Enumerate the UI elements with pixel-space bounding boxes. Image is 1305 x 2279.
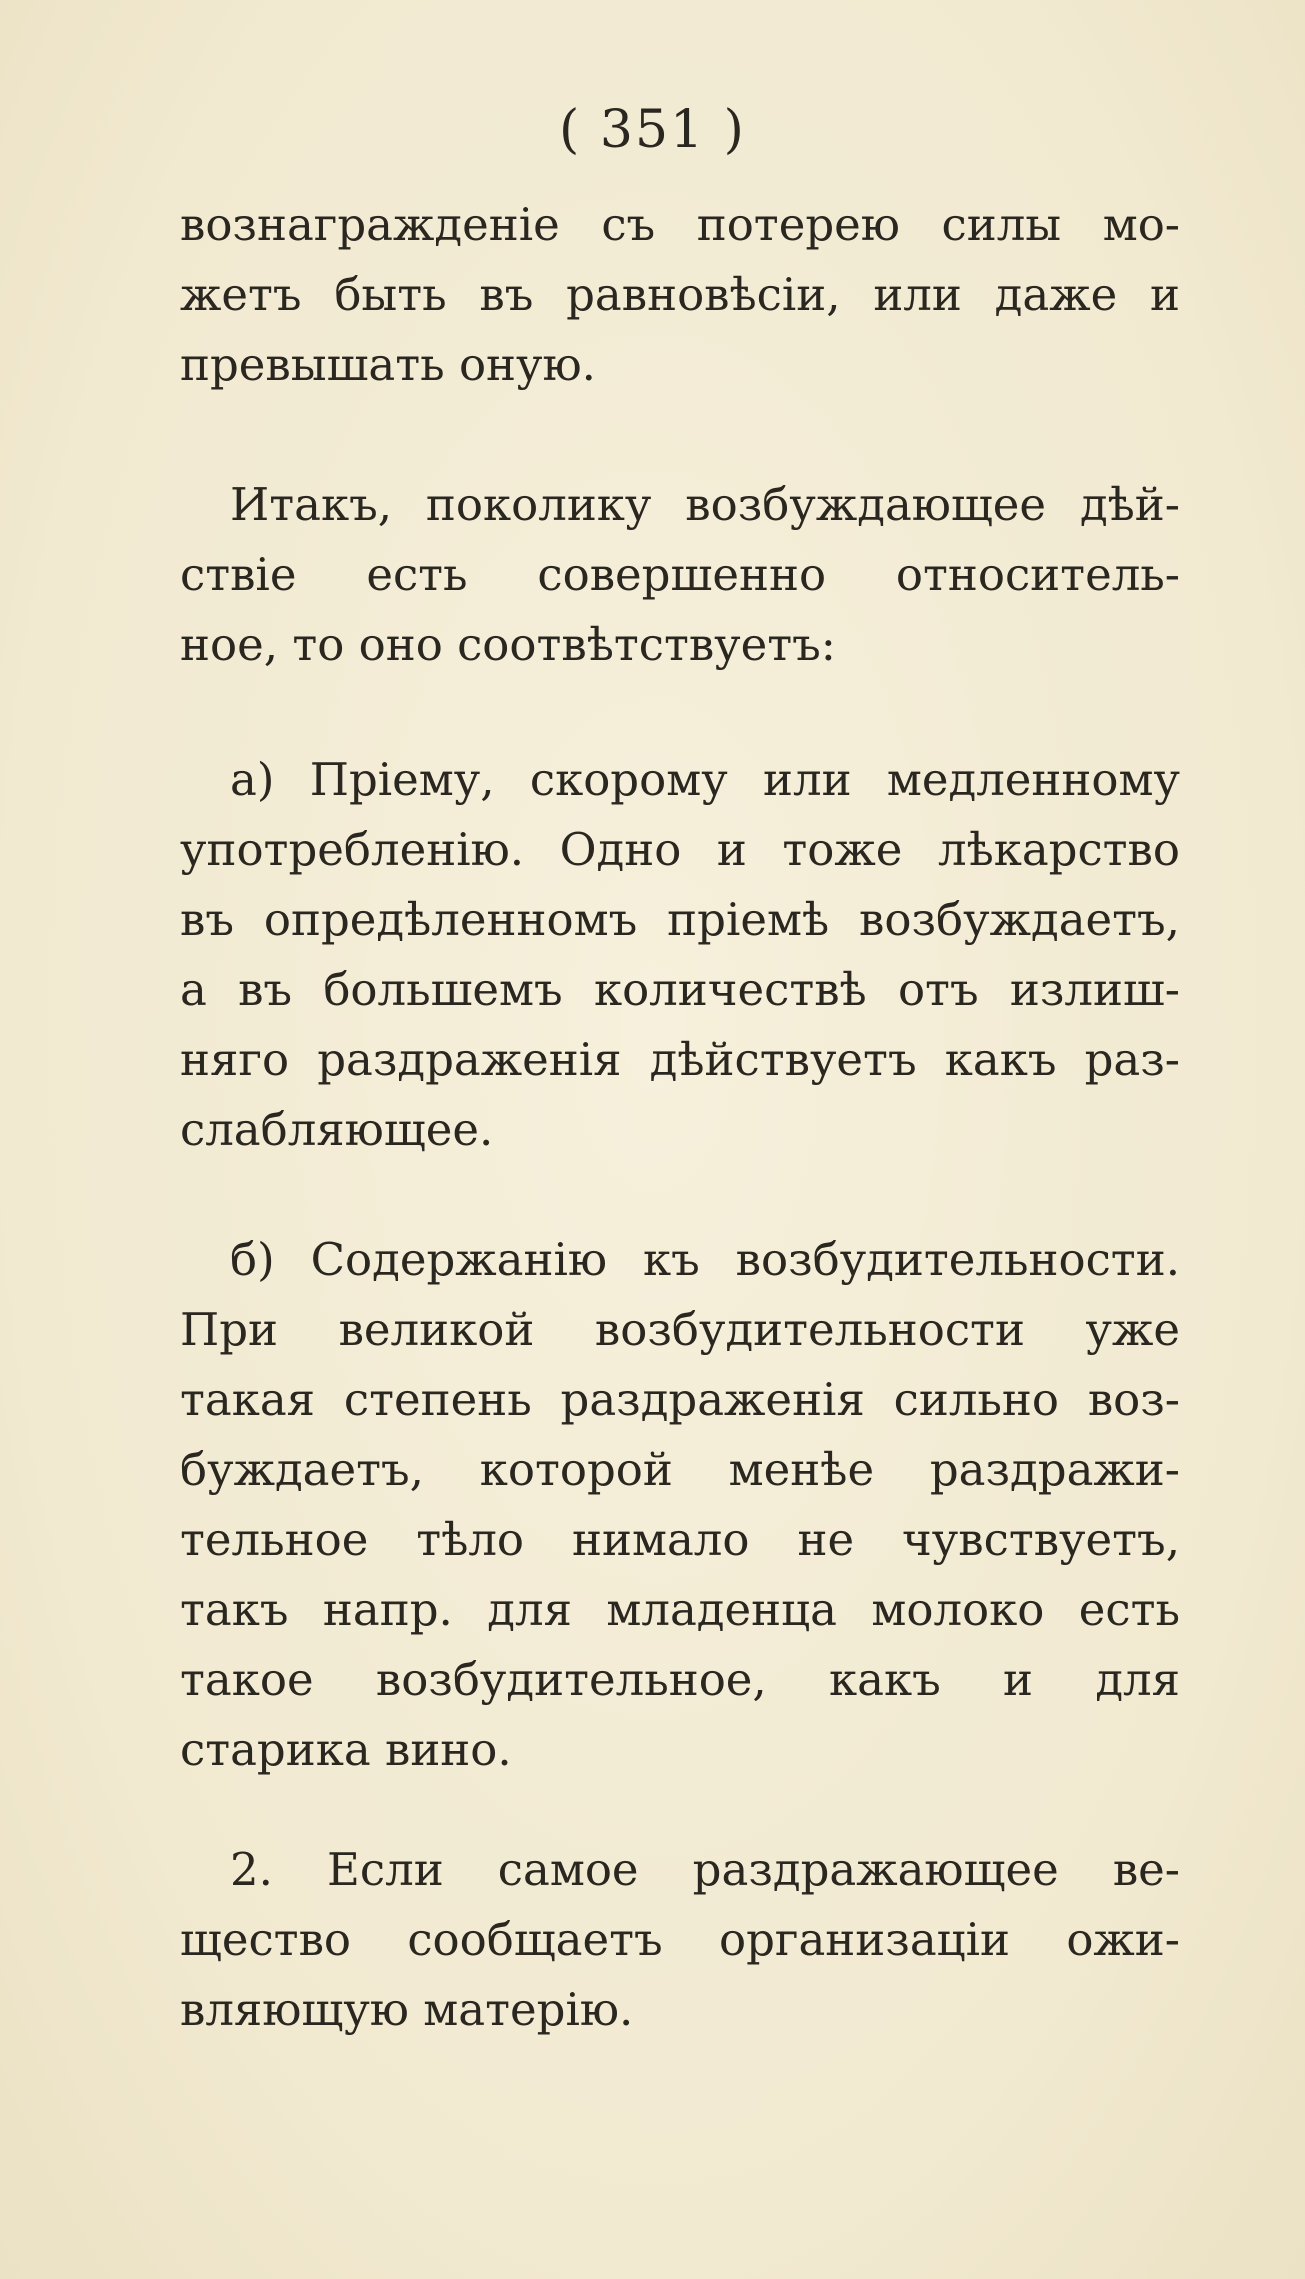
text-line: вляющую матерію. bbox=[180, 1983, 634, 2036]
text-line: няго раздраженія дѣйствуетъ какъ раз- bbox=[180, 1033, 1180, 1086]
text-line: Итакъ, поколику возбуждающее дѣй- bbox=[230, 478, 1180, 531]
text-line: буждаетъ, которой менѣе раздражи- bbox=[180, 1443, 1180, 1496]
text-line: щество сообщаетъ организаціи ожи- bbox=[180, 1913, 1180, 1966]
text-line: ствіе есть совершенно относитель- bbox=[180, 548, 1180, 601]
text-line: превышать оную. bbox=[180, 338, 596, 391]
paragraph bbox=[180, 1835, 1180, 2045]
text-line: 2. Если самое раздражающее ве- bbox=[230, 1843, 1180, 1896]
text-line: употребленію. Одно и тоже лѣкарство bbox=[180, 823, 1180, 876]
text-line: такое возбудительное, какъ и для bbox=[180, 1653, 1180, 1706]
text-line: старика вино. bbox=[180, 1723, 512, 1776]
text-line: такъ напр. для младенца молоко есть bbox=[180, 1583, 1180, 1636]
text-line: жетъ быть въ равновѣсіи, или даже и bbox=[180, 268, 1180, 321]
text-line: тельное тѣло нимало не чувствуетъ, bbox=[180, 1513, 1180, 1566]
text-line: такая степень раздраженія сильно воз- bbox=[180, 1373, 1180, 1426]
paragraph bbox=[180, 745, 1180, 1165]
text-line: а) Пріему, скорому или медленному bbox=[230, 753, 1180, 806]
text-line: вознагражденіе съ потерею силы мо- bbox=[180, 198, 1180, 251]
text-line: б) Содержанію къ возбудительности. bbox=[230, 1233, 1180, 1286]
paragraph bbox=[180, 1225, 1180, 1785]
text-line: ное, то оно соотвѣтствуетъ: bbox=[180, 618, 836, 671]
paragraph bbox=[180, 470, 1180, 680]
paragraph bbox=[180, 190, 1180, 400]
text-line: а въ большемъ количествѣ отъ излиш- bbox=[180, 963, 1180, 1016]
text-line: въ опредѣленномъ пріемѣ возбуждаетъ, bbox=[180, 893, 1180, 946]
page-number: ( 351 ) bbox=[559, 100, 746, 160]
text-line: слабляющее. bbox=[180, 1103, 494, 1156]
text-line: При великой возбудительности уже bbox=[180, 1303, 1180, 1356]
